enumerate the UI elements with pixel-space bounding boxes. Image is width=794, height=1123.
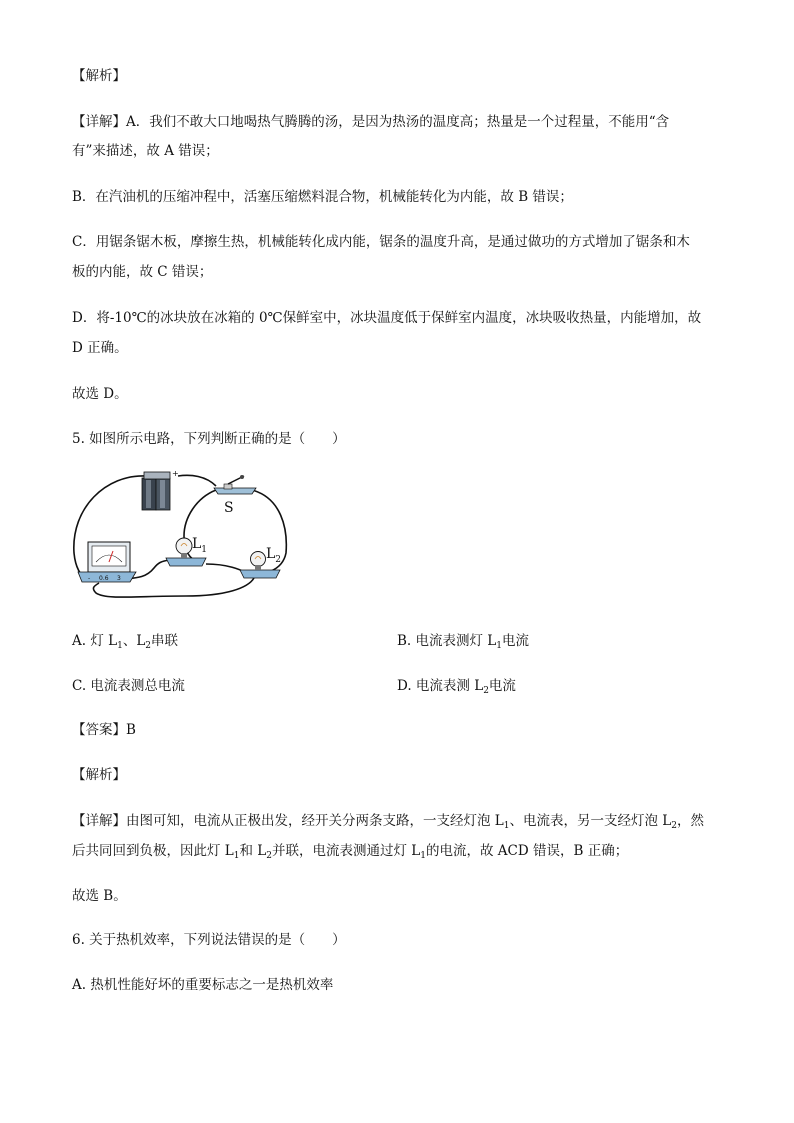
detail-tag: 【详解】 [72,114,126,130]
detail-paragraph-line: 【详解】由图可知，电流从正极出发，经开关分两条支路，一支经灯泡 $L_1$、电流表，另一支经灯泡 $L_2$，然 [72,813,704,831]
option-a: A. 热机性能好坏的重要标志之一是热机效率 [72,977,334,993]
detail-text: D．将-10℃的冰块放在冰箱的 0℃保鲜室中，冰块温度低于保鲜室内温度，冰块吸收热量，内能增加，故 [72,310,702,326]
detail-text: B．在汽油机的压缩冲程中，活塞压缩燃料混合物，机械能转化为内能，故 B 错误； [72,189,573,205]
detail-text: D 正确。 [72,340,128,356]
option-c: C. 电流表测总电流 [72,678,185,694]
answer-value: B [126,722,136,738]
question-stem: 6. 关于热机效率，下列说法错误的是（ ） [72,932,346,948]
detail-text: 板的内能，故 C 错误； [72,264,213,280]
option-d: D. 电流表测 $L_2$电流 [397,678,516,696]
svg-text:+: + [172,469,179,478]
option-a: A. 灯 $L_1$、$L_2$串联 [72,633,179,651]
detail-paragraph-line [72,112,669,132]
detail-text: 后共同回到负极，因此灯 $L_1$和 $L_2$并联，电流表测通过灯 $L_1$的电流，故 ACD 错误，B 正确； [72,843,629,861]
lamp-l2-icon [240,546,281,578]
answer-line [72,720,136,740]
lamp-l1-label: $L_1$ [192,536,208,555]
detail-text: A．我们不敢大口地喝热气腾腾的汤，是因为热汤的温度高；热量是一个过程量，不能用“含 [126,114,670,130]
question-stem: 5. 如图所示电路，下列判断正确的是（ ） [72,431,346,447]
svg-text:0.6: 0.6 [99,575,109,582]
lamp-l2-label: $L_2$ [266,546,282,565]
svg-text:3: 3 [117,575,121,582]
analysis-tag: 【解析】 [72,767,126,783]
switch-icon [214,475,256,516]
ammeter-icon [78,542,136,582]
analysis-tag: 【解析】 [72,68,126,84]
option-b: B. 电流表测灯 $L_1$电流 [397,633,529,651]
circuit-diagram [66,468,298,608]
detail-text: C．用锯条锯木板，摩擦生热，机械能转化成内能，锯条的温度升高，是通过做功的方式增加了锯条和木 [72,234,690,250]
detail-tag: 【详解】 [72,813,126,829]
switch-label: S [224,500,234,516]
conclusion: 故选 B。 [72,888,127,904]
lamp-l1-icon [166,536,207,566]
battery-icon [142,469,179,510]
answer-tag: 【答案】 [72,722,126,738]
conclusion: 故选 D。 [72,386,128,402]
svg-text:-: - [88,575,91,582]
detail-text: 有”来描述，故 A 错误； [72,143,219,159]
